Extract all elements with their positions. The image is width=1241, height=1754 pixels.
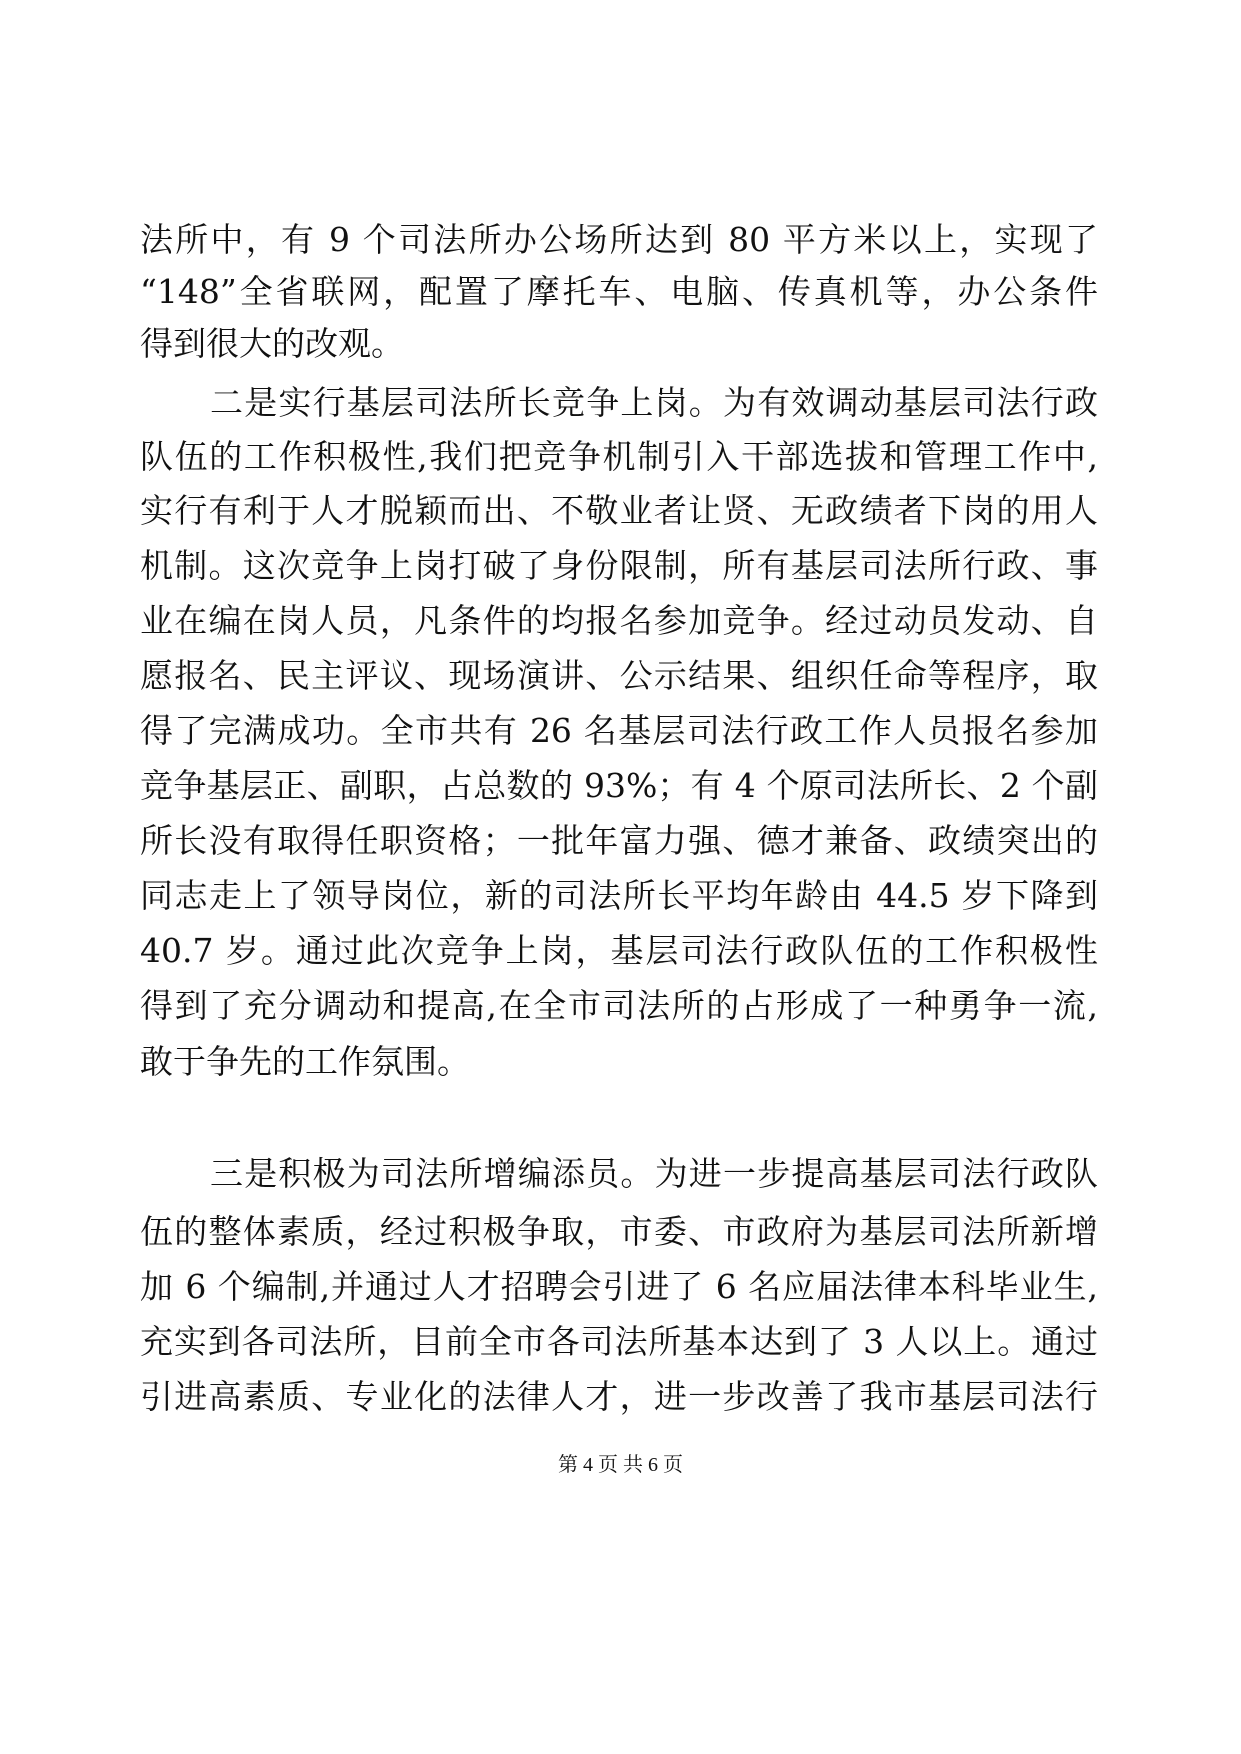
text-line: 同志走上了领导岗位，新的司法所长平均年龄由 44.5 岁下降到 [140,876,1098,915]
text-line: 三是积极为司法所增编添员。为进一步提高基层司法行政队 [210,1154,1098,1193]
text-line: 充实到各司法所，目前全市各司法所基本达到了 3 人以上。通过 [140,1322,1098,1361]
text-line: 得了完满成功。全市共有 26 名基层司法行政工作人员报名参加 [140,711,1098,750]
text-line: 伍的整体素质，经过积极争取，市委、市政府为基层司法所新增 [140,1212,1098,1251]
text-line: 40.7 岁。通过此次竞争上岗，基层司法行政队伍的工作积极性 [140,931,1098,970]
text-line: “148”全省联网，配置了摩托车、电脑、传真机等，办公条件 [140,272,1098,311]
text-line: 二是实行基层司法所长竞争上岗。为有效调动基层司法行政 [210,383,1098,422]
text-line: 得到很大的改观。 [140,324,404,363]
text-line: 法所中，有 9 个司法所办公场所达到 80 平方米以上，实现了 [140,220,1098,259]
text-line: 得到了充分调动和提高,在全市司法所的占形成了一种勇争一流, [140,986,1098,1025]
text-line: 加 6 个编制,并通过人才招聘会引进了 6 名应届法律本科毕业生, [140,1267,1098,1306]
text-line: 队伍的工作积极性,我们把竞争机制引入干部选拔和管理工作中, [140,437,1098,476]
text-line: 业在编在岗人员，凡条件的均报名参加竞争。经过动员发动、自 [140,601,1098,640]
text-line: 竞争基层正、副职，占总数的 93%；有 4 个原司法所长、2 个副 [140,766,1098,805]
text-line: 愿报名、民主评议、现场演讲、公示结果、组织任命等程序，取 [140,656,1098,695]
text-line: 所长没有取得任职资格；一批年富力强、德才兼备、政绩突出的 [140,821,1098,860]
text-line: 实行有利于人才脱颖而出、不敬业者让贤、无政绩者下岗的用人 [140,491,1098,530]
text-line: 引进高素质、专业化的法律人才，进一步改善了我市基层司法行 [140,1377,1098,1416]
text-line: 敢于争先的工作氛围。 [140,1042,470,1081]
text-line: 机制。这次竞争上岗打破了身份限制，所有基层司法所行政、事 [140,546,1098,585]
page-footer: 第 4 页 共 6 页 [558,1454,683,1476]
